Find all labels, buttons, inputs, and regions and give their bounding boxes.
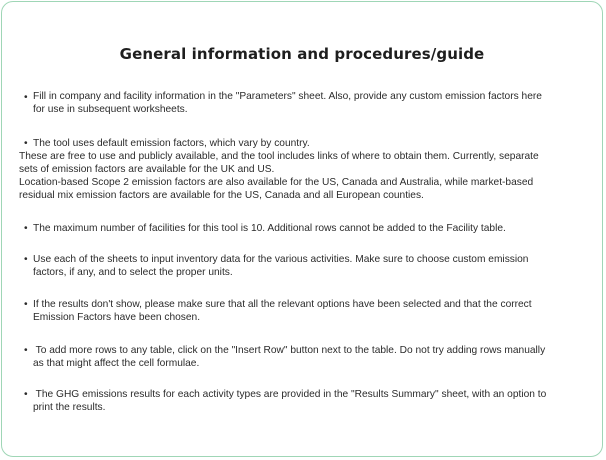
bullet-icon: • [24,223,28,234]
list-item [19,388,589,414]
list-item-text: Use each of the sheets to input inventory data for the various activities. Make sure to choose custom emission [33,254,529,265]
bullet-icon: • [24,389,28,400]
list-item-text: print the results. [33,402,106,413]
list-item-text: The GHG emissions results for each activity types are provided in the "Results Summary" sheet, with an option to [33,389,547,400]
list-item-text: Fill in company and facility information in the "Parameters" sheet. Also, provide any custom emission factors here [33,91,542,102]
list-item [19,222,589,235]
list-item-text: Location-based Scope 2 emission factors are also available for the US, Canada and Australia, while market-based [19,177,534,188]
list-item-text: factors, if any, and to select the proper units. [33,267,233,278]
bullet-icon: • [24,138,28,149]
list-item-text: Emission Factors have been chosen. [33,312,201,323]
guide-card [1,1,603,457]
list-item-text: as that might affect the cell formulae. [33,358,200,369]
list-item [19,90,589,116]
bullet-icon: • [24,299,28,310]
bullet-icon: • [24,254,28,265]
list-item [19,344,589,370]
bullet-icon: • [24,345,28,356]
list-item-text: residual mix emission factors are available for the US, Canada and all European counties. [19,190,424,201]
list-item [19,137,589,202]
list-item-text: The tool uses default emission factors, which vary by country. [33,138,310,149]
page-title: General information and procedures/guide [119,45,485,63]
bullet-icon: • [24,92,28,103]
list-item-text: If the results don't show, please make sure that all the relevant options have been selected and that the correct [33,299,532,310]
list-item-text: These are free to use and publicly available, and the tool includes links of where to obtain them. Currently, separate [19,151,539,162]
list-item [19,298,589,324]
list-item-text: To add more rows to any table, click on the "Insert Row" button next to the table. Do not try adding rows manually [33,345,546,356]
list-item-text: sets of emission factors are available for the UK and US. [19,164,275,175]
list-item [19,253,589,279]
list-item-text: for use in subsequent worksheets. [33,104,188,115]
list-item-text: The maximum number of facilities for this tool is 10. Additional rows cannot be added to the Facility table. [33,223,506,234]
